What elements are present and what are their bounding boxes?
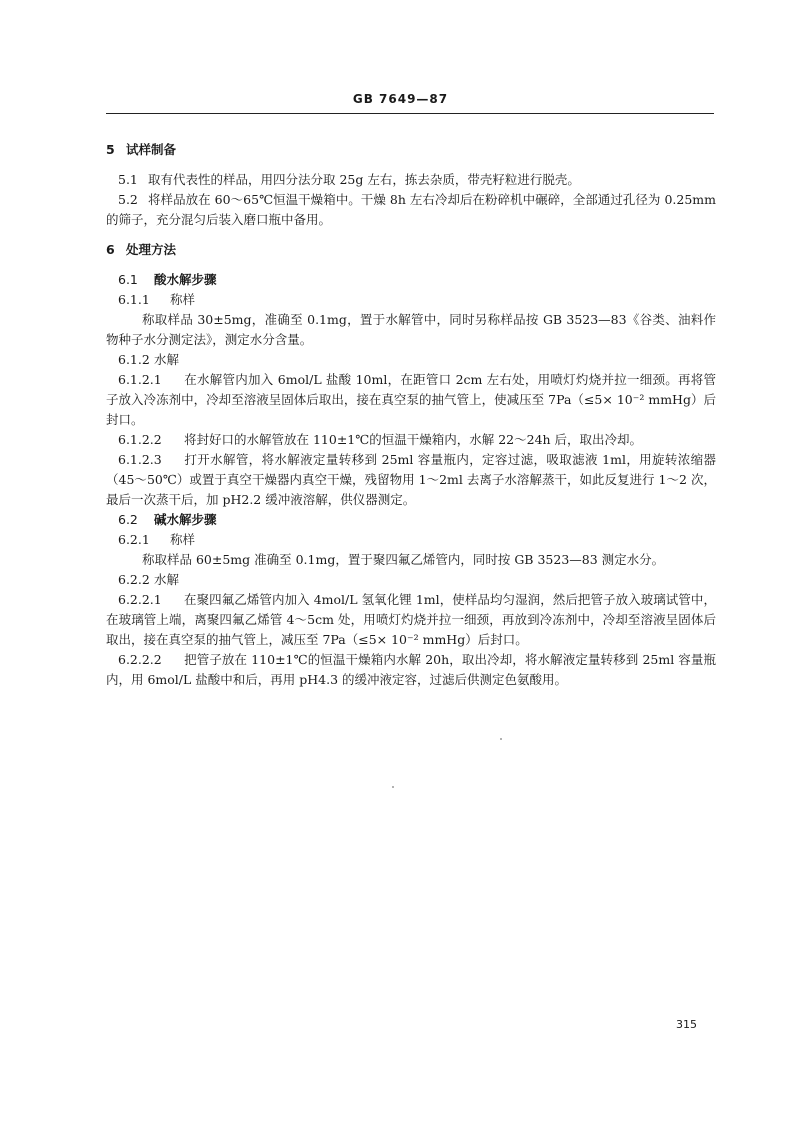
clause-text: 把管子放在 110±1℃的恒温干燥箱内水解 20h，取出冷却，将水解液定量转移到 25ml 容量瓶内，用 6mol/L 盐酸中和后，再用 pH4.3 的缓冲液定容，过滤后供测定色氨酸用。 xyxy=(106,652,716,687)
subsection-title: 碱水解步骤 xyxy=(154,512,217,527)
clause-title: 称样 xyxy=(170,532,196,547)
clause-number: 6.1.2 xyxy=(118,352,150,367)
subsection-number: 6.2 xyxy=(118,512,138,527)
clause-number: 5.1 xyxy=(118,172,138,187)
header-rule xyxy=(106,113,714,114)
clause-text: 打开水解管，将水解液定量转移到 25ml 容量瓶内，定容过滤，吸取滤液 1ml，用旋转浓缩器（45～50℃）或置于真空干燥器内真空干燥，残留物用 1～2ml 去离子水溶解蒸干，如此反复进行 1～2 次，最后一次蒸干后，加 pH2.2 缓冲液溶解，供仪器测定。 xyxy=(106,452,716,507)
section-6-heading xyxy=(106,240,716,260)
clause-6-1-2-1 xyxy=(106,370,716,430)
subsection-number: 6.1 xyxy=(118,272,138,287)
clause-number: 6.2.2.1 xyxy=(118,592,162,607)
clause-number: 6.2.1 xyxy=(118,532,150,547)
clause-text: 在水解管内加入 6mol/L 盐酸 10ml，在距管口 2cm 左右处，用喷灯灼烧并拉一细颈。再将管子放入冷冻剂中，冷却至溶液呈固体后取出，接在真空泵的抽气管上，使减压至 7Pa（≤5× 10⁻² mmHg）后封口。 xyxy=(106,372,716,427)
clause-title: 称样 xyxy=(170,292,196,307)
clause-number: 6.2.2 xyxy=(118,572,150,587)
clause-title: 水解 xyxy=(154,572,180,587)
clause-text: 将样品放在 60～65℃恒温干燥箱中。干燥 8h 左右冷却后在粉碎机中碾碎，全部通过孔径为 0.25mm 的筛子，充分混匀后装入磨口瓶中备用。 xyxy=(106,192,716,227)
clause-number: 6.1.1 xyxy=(118,292,150,307)
clause-6-2-2-1 xyxy=(106,590,716,650)
clause-number: 6.2.2.2 xyxy=(118,652,162,667)
clause-number: 6.1.2.2 xyxy=(118,432,162,447)
scan-speck xyxy=(392,786,394,788)
clause-number: 5.2 xyxy=(118,192,138,207)
clause-6-2-1-heading xyxy=(106,530,716,550)
section-title: 处理方法 xyxy=(126,242,177,257)
clause-6-2-1-text: 称取样品 60±5mg 准确至 0.1mg，置于聚四氟乙烯管内，同时按 GB 3523—83 测定水分。 xyxy=(142,552,665,567)
section-number: 5 xyxy=(106,142,115,157)
clause-text: 在聚四氟乙烯管内加入 4mol/L 氢氧化锂 1ml，使样品均匀湿润，然后把管子放入玻璃试管中，在玻璃管上端，离聚四氟乙烯管 4～5cm 处，用喷灯灼烧并拉一细颈，再放到冷冻剂中，冷却至溶液呈固体后取出，接在真空泵的抽气管上，减压至 7Pa（≤5× 10⁻² mmHg）后封口。 xyxy=(106,592,716,647)
clause-6-2-2-2 xyxy=(106,650,716,690)
scan-speck xyxy=(500,738,502,740)
subsection-title: 酸水解步骤 xyxy=(154,272,217,287)
page-number: 315 xyxy=(676,1018,697,1031)
clause-5-2 xyxy=(106,190,716,230)
clause-6-2-2-heading xyxy=(106,570,716,590)
clause-number: 6.1.2.1 xyxy=(118,372,162,387)
clause-text: 取有代表性的样品，用四分法分取 25g 左右，拣去杂质，带壳籽粒进行脱壳。 xyxy=(148,172,580,187)
section-title: 试样制备 xyxy=(126,142,177,157)
clause-6-1-2-2 xyxy=(106,430,716,450)
clause-5-1 xyxy=(106,170,716,190)
section-number: 6 xyxy=(106,242,115,257)
clause-6-1-1-heading xyxy=(106,290,716,310)
clause-6-1-2-heading xyxy=(106,350,716,370)
clause-6-1-2-3 xyxy=(106,450,716,510)
clause-number: 6.1.2.3 xyxy=(118,452,162,467)
subsection-6-1-heading xyxy=(106,270,716,290)
clause-title: 水解 xyxy=(154,352,180,367)
document-body xyxy=(106,140,716,690)
subsection-6-2-heading xyxy=(106,510,716,530)
clause-text: 将封好口的水解管放在 110±1℃的恒温干燥箱内，水解 22～24h 后，取出冷却。 xyxy=(184,432,643,447)
clause-6-1-1-text: 称取样品 30±5mg，准确至 0.1mg，置于水解管中，同时另称样品按 GB 3523—83《谷类、油料作物种子水分测定法》，测定水分含量。 xyxy=(106,312,716,347)
standard-number-header: GB 7649—87 xyxy=(352,92,449,106)
section-5-heading xyxy=(106,140,716,160)
